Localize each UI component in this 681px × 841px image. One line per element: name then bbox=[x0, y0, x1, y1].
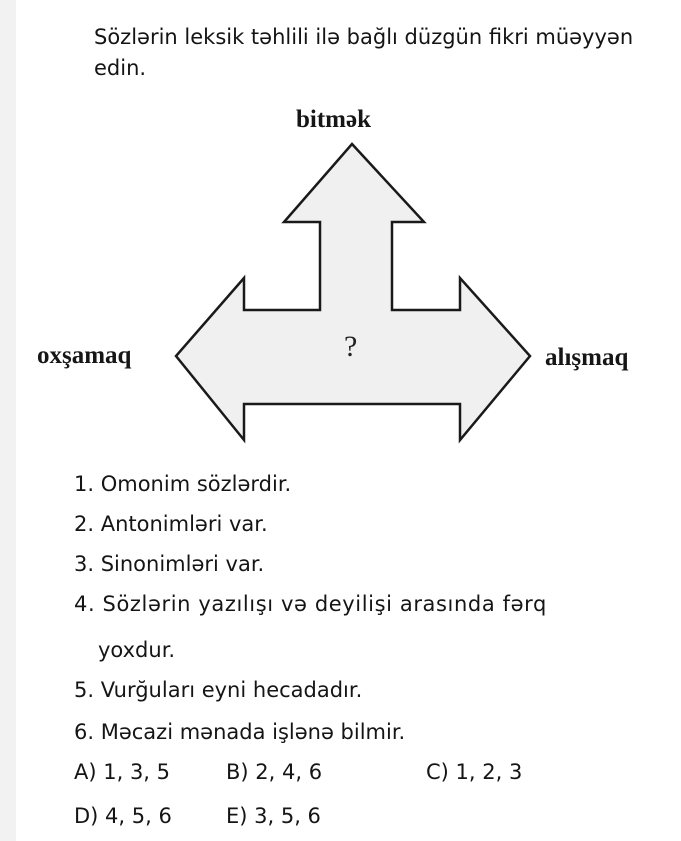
answer-a[interactable]: A) 1, 3, 5 bbox=[74, 760, 171, 784]
answer-d[interactable]: D) 4, 5, 6 bbox=[74, 804, 172, 828]
question-text: Sözlərin leksik təhlili ilə bağlı düzgün fikri müəyyən edin. bbox=[94, 25, 634, 80]
statement-1: 1. Omonim sözlərdir. bbox=[74, 472, 292, 496]
three-way-arrow-shape bbox=[176, 144, 530, 440]
statement-5: 5. Vurğuları eyni hecadadır. bbox=[74, 678, 363, 702]
statement-4-continued: yoxdur. bbox=[98, 638, 176, 662]
right-word: alışmaq bbox=[545, 344, 629, 371]
question-mark: ? bbox=[344, 330, 358, 363]
statement-6: 6. Məcazi mənada işlənə bilmir. bbox=[74, 720, 406, 744]
left-word: oxşamaq bbox=[37, 342, 132, 369]
answer-b[interactable]: B) 2, 4, 6 bbox=[226, 760, 323, 784]
top-word: bitmək bbox=[296, 106, 371, 133]
answer-c[interactable]: C) 1, 2, 3 bbox=[426, 760, 523, 784]
statement-2: 2. Antonimləri var. bbox=[74, 512, 268, 536]
statement-4: 4. Sözlərin yazılışı və deyilişi arasında fərq bbox=[74, 592, 547, 616]
answer-e[interactable]: E) 3, 5, 6 bbox=[226, 804, 321, 828]
statement-3: 3. Sinonimləri var. bbox=[74, 552, 265, 576]
